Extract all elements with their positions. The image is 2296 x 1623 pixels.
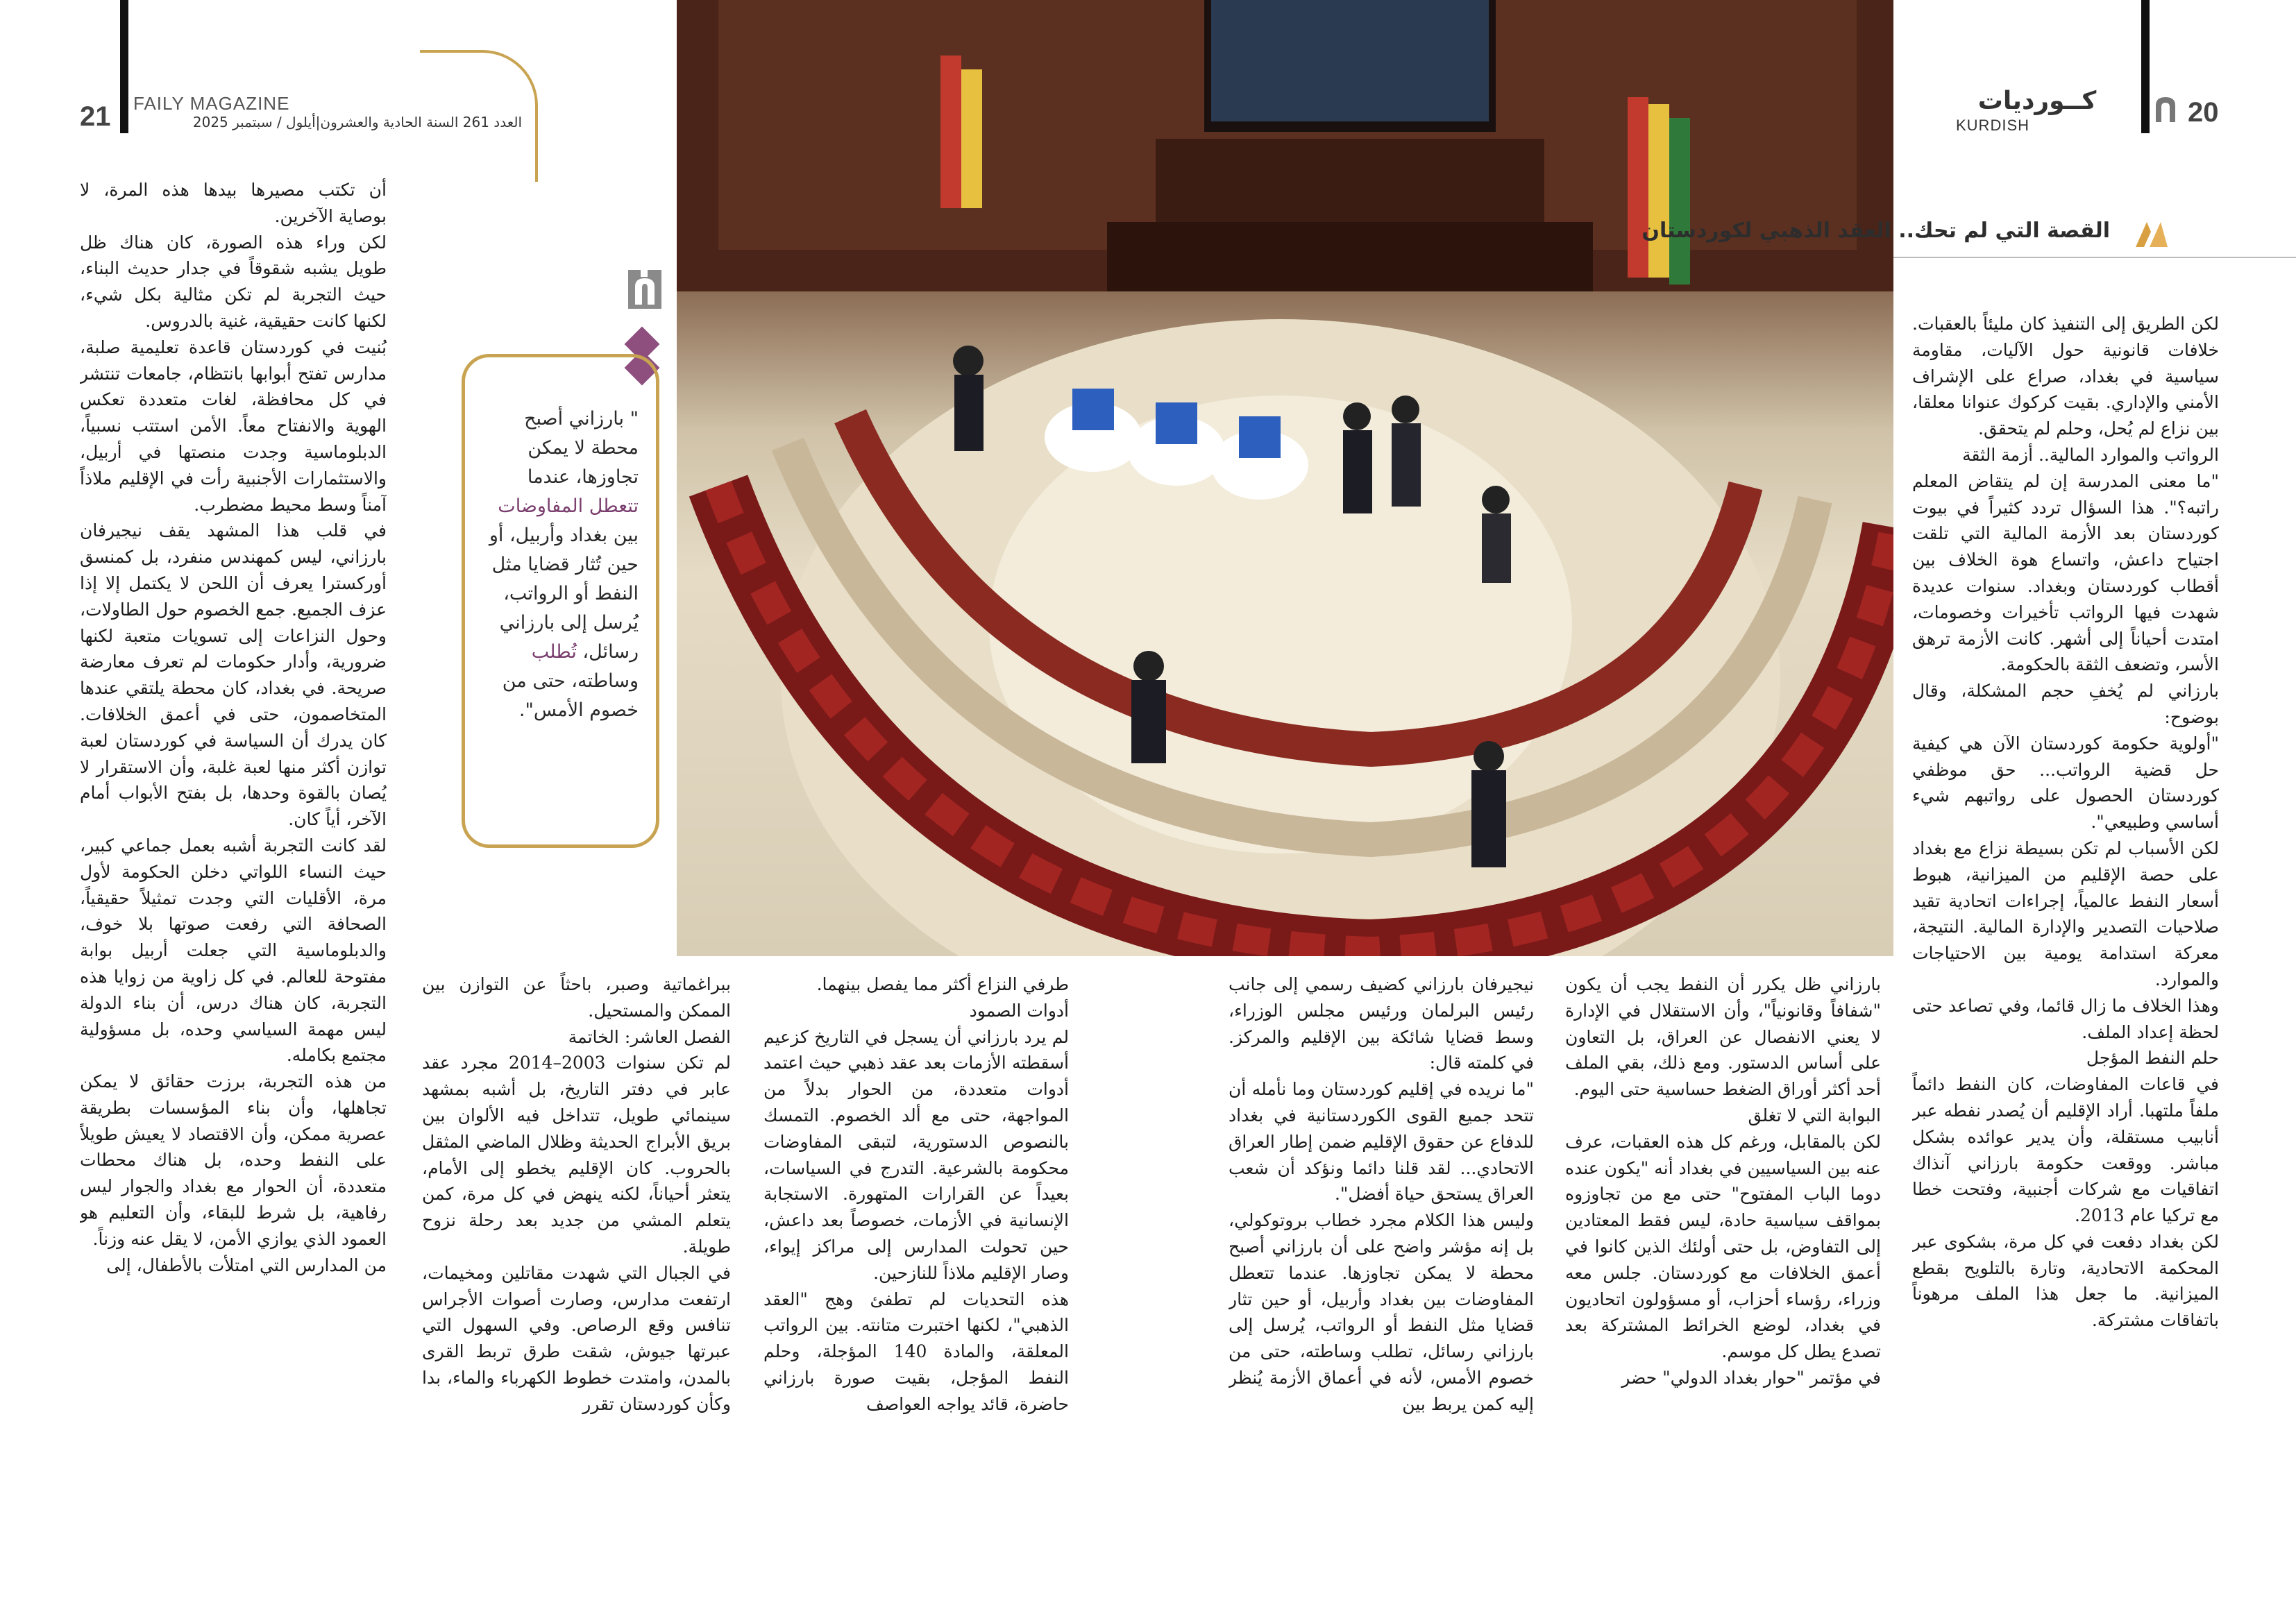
article-column-5: [422, 971, 731, 1513]
double-chevron-icon: [2134, 221, 2169, 248]
article-column-3: [1229, 971, 1534, 1513]
article-title: القصة التي لم تحك.. العقد الذهبي لكوردستان: [1641, 219, 2110, 243]
paragraph: لم تكن سنوات 2003–2014 مجرد عقد عابر في دفتر التاريخ، بل أشبه بمشهد سينمائي طويل، تتداخل فيه الألوان بين بريق الأبراج الحديثة وظلال الماضي المثقل بالحروب. كان الإقليم يخطو إلى الأمام، يتعثر أحياناً، لكنه ينهض في كل مرة، كمن يتعلم المشي من جديد بعد رحلة نزوح طويلة.: [422, 1053, 731, 1257]
paragraph: من هذه التجربة، برزت حقائق لا يمكن تجاهلها، وأن بناء المؤسسات بطريقة عصرية ممكن، وأن الاقتصاد لا يعيش طويلاً على النفط وحده، بل هناك محطات متعددة، أن الحوار مع بغداد والجوار ليس رفاهية، بل شرط للبقاء، وأن التعليم هو العمود الذي يوازي الأمن، لا يقل عنه وزناً.: [80, 1071, 387, 1249]
paragraph: ببراغماتية وصبر، باحثاً عن التوازن بين الممكن والمستحيل.: [422, 974, 731, 1021]
article-column-1: [1912, 311, 2219, 1504]
paragraph: لكن الأسباب لم تكن بسيطة نزاع مع بغداد على حصة الإقليم من الميزانية، هبوط أسعار النفط عالمياً، إجراءات اتحادية تقيد صلاحيات التصدير والإدارة المالية. النتيجة، معركة استدامة يومية بين الاحتياجات والموارد.: [1912, 838, 2219, 989]
subheading: أدوات الصمود: [969, 1000, 1069, 1021]
paragraph: هذه التحديات لم تطفئ وهج "العقد الذهبي"، لكنها اختبرت متانته. بين الرواتب المعلقة، والمادة 140 المؤجلة، وحلم النفط المؤجل، بقيت صورة بارزاني حاضرة، قائد يواجه العواصف: [763, 1289, 1069, 1414]
paragraph: بارزاني لم يُخفِ حجم المشكلة، وقال بوضوح:: [1912, 681, 2219, 727]
magazine-name: FAILY MAGAZINE: [133, 93, 290, 114]
subheading: الفصل العاشر: الخاتمة: [568, 1026, 731, 1047]
pull-quote: " بارزاني أصبح محطة لا يمكن تجاوزها، عندما تتعطل المفاوضات بين بغداد وأربيل، أو حين تُثار قضايا مثل النفط أو الرواتب، يُرسل إلى بارزاني رسائل، تُطلب وساطته، حتى من خصوم الأمس".: [489, 408, 639, 721]
subheading: حلم النفط المؤجل: [2086, 1048, 2219, 1069]
paragraph: في الجبال التي شهدت مقاتلين ومخيمات، ارتفعت مدارس، وصارت أصوات الأجراس تنافس وقع الرصاص. وفي السهول التي عبرتها جيوش، شقت طرق تربط القرى بالمدن، وامتدت خطوط الكهرباء والماء، بدا وكأن كوردستان تقرر: [422, 1262, 731, 1414]
left-page-number: 21: [80, 101, 111, 132]
paragraph: بُنيت في كوردستان قاعدة تعليمية صلبة، مدارس تفتح أبوابها بانتظام، جامعات تنتشر في كل محافظة، لغات متعددة تعكس الهوية والانفتاح معاً. الأمن استتب نسبياً، الدبلوماسية وجدت منصتها في أربيل، والاستثمارات الأجنبية رأت في الإقليم ملاذاً آمناً وسط محيط مضطرب.: [80, 337, 387, 515]
paragraph: "ما معنى المدرسة إن لم يتقاض المعلم راتبه؟". هذا السؤال تردد كثيراً في بيوت كوردستان بعد الأزمة المالية التي تلقت اجتياح داعش، واتساع هوة الخلاف بين أقطاب كوردستان وبغداد. سنوات عديدة شهدت فيها الرواتب تأخيرات وخصومات، امتدت أحياناً إلى أشهر. كانت الأزمة ترهق الأسر، وتضعف الثقة بالحكومة.: [1912, 470, 2219, 675]
subheading: البوابة التي لا تغلق: [1748, 1105, 1881, 1125]
paragraph: أن تكتب مصيرها بيدها هذه المرة، لا بوصاية الآخرين.: [80, 180, 387, 226]
paragraph: في قلب هذا المشهد يقف نيجيرفان بارزاني، ليس كمهندس منفرد، بل كمنسق أوركسترا يعرف أن اللحن لا يكتمل إلا إذا عزف الجميع. جمع الخصوم حول الطاولات، وحول النزاعات إلى تسويات متعبة لكنها ضرورية، وأدار حكومات لم تعرف معارضة صريحة. في بغداد، كان محطة يلتقي عندها المتخاصمون، حتى في أعمق الخلافات. كان يدرك أن السياسة في كوردستان لعبة توازن أكثر منها لعبة غلبة، وأن الاستقرار لا يُصان بالقوة وحدها، بل بفتح الأبواب أمام الآخر، أياً كان.: [80, 520, 387, 830]
title-rule: [1893, 257, 2296, 258]
article-column-2: [1565, 971, 1881, 1513]
header-decor-curve: [420, 50, 538, 182]
paragraph: وليس هذا الكلام مجرد خطاب بروتوكولي، بل إنه مؤشر واضح على أن بارزاني أصبح محطة لا يمكن تجاوزها. عندما تتعطل المفاوضات بين بغداد وأربيل، أو حين تثار قضايا مثل النفط أو الرواتب، يُرسل إلى بارزاني رسائل، تطلب وساطته، حتى من خصوم الأمس، لأنه في أعماق الأزمة يُنظر إليه كمن يربط بين: [1229, 1210, 1534, 1414]
quote: "أولوية حكومة كوردستان الآن هي كيفية حل قضية الرواتب... حق موظفي كوردستان الحصول على رواتبهم شيء أساسي وطبيعي".: [1912, 733, 2219, 833]
article-column-6: [80, 177, 387, 1513]
paragraph: لكن الطريق إلى التنفيذ كان مليئاً بالعقبات. خلافات قانونية حول الآليات، مقاومة سياسية في بغداد، صراع على الإشراف الأمني والإداري. بقيت كركوك عنوانا معلقا، بين نزاع لم يُحل، وحلم لم يتحقق.: [1912, 314, 2219, 439]
parliament-chamber-illustration: [677, 0, 1893, 956]
issue-info: العدد 261 السنة الحادية والعشرون|أيلول / سبتمبر 2025: [192, 114, 522, 130]
paragraph: في قاعات المفاوضات، كان النفط دائماً ملفاً ملتهبا. أراد الإقليم أن يُصدر نفطه عبر أنابيب مستقلة، وأن يدير عوائده بشكل مباشر. ووقعت حكومة بارزاني آنذاك اتفاقيات مع شركات أجنبية، وفتحت خطا مع تركيا عام 2013.: [1912, 1074, 2219, 1226]
paragraph: نيجيرفان بارزاني كضيف رسمي إلى جانب رئيس البرلمان ورئيس مجلس الوزراء، وسط قضايا شائكة بين الإقليم والمركز. في كلمته قال:: [1229, 974, 1534, 1073]
paragraph: من المدارس التي امتلأت بالأطفال، إلى: [106, 1255, 387, 1275]
article-column-4: [763, 971, 1069, 1513]
paragraph: لم يرد بارزاني أن يسجل في التاريخ كزعيم أسقطته الأزمات بعد عقد ذهبي حيث اعتمد أدوات متعددة، من الحوار بدلاً من المواجهة، حتى مع ألد الخصوم. التمسك بالنصوص الدستورية، لتبقى المفاوضات محكومة بالشرعية. التدرج في السياسات، بعيداً عن القرارات المتهورة. الاستجابة الإنسانية في الأزمات، خصوصاً بعد داعش، حين تحولت المدارس إلى مراكز إيواء، وصار الإقليم ملاذاً للنازحين.: [763, 1026, 1069, 1283]
paragraph: لقد كانت التجربة أشبه بعمل جماعي كبير، حيث النساء اللواتي دخلن الحكومة لأول مرة، الأقليات التي وجدت تمثيلاً حقيقياً، الصحافة التي رفعت صوتها بلا خوف، والدبلوماسية التي جعلت أربيل بوابة مفتوحة للعالم. في كل زاوية من زوايا هذه التجربة، كان هناك درس، أن بناء الدولة ليس مهمة السياسي وحده، بل مسؤولية مجتمع بكامله.: [80, 835, 387, 1066]
section-title-en: KURDISH: [1956, 117, 2030, 134]
paragraph: بارزاني ظل يكرر أن النفط يجب أن يكون "شفافاً وقانونياً"، وأن الاستقلال في الإدارة لا يعني الانفصال عن العراق، بل التعاون على أساس الدستور. ومع ذلك، بقي الملف أحد أكثر أوراق الضغط حساسية حتى اليوم.: [1565, 974, 1881, 1100]
left-header-bar: [120, 0, 128, 133]
paragraph: لكن بالمقابل، ورغم كل هذه العقبات، عرف عنه بين السياسيين في بغداد أنه "يكون عنده دوما الباب المفتوح" حتى مع من تجاوزوه بمواقف سياسية حادة، ليس فقط المعتادين إلى التفاوض، بل حتى أولئك الذين كانوا في أعمق الخلافات مع كوردستان. جلس معه وزراء، رؤساء أحزاب، أو مسؤولون اتحاديون في بغداد، لوضع الخرائط المشتركة بعد تصدع يطل كل موسم.: [1565, 1131, 1881, 1362]
paragraph: لكن بغداد دفعت في كل مرة، بشكوى عبر المحكمة الاتحادية، وتارة بالتلويح بقطع الميزانية. ما جعل هذا الملف مرهوناً باتفاقات مشتركة.: [1912, 1231, 2219, 1331]
paragraph: في مؤتمر "حوار بغداد الدولي" حضر: [1621, 1367, 1881, 1388]
paragraph: وهذا الخلاف ما زال قائما، وفي تصاعد حتى لحظة إعداد الملف.: [1912, 995, 2219, 1042]
paragraph: طرفي النزاع أكثر مما يفصل بينهما.: [816, 974, 1069, 994]
parliament-photo: [677, 0, 1893, 956]
quote: "ما نريده في إقليم كوردستان وما نأمله أن تتحد جميع القوى الكوردستانية في بغداد للدفاع عن حقوق الإقليم ضمن إطار العراق الاتحادي... لقد قلنا دائما ونؤكد أن شعب العراق يستحق حياة أفضل".: [1229, 1079, 1534, 1205]
faily-logo-small-icon: [2152, 90, 2179, 125]
right-header-bar: [2141, 0, 2150, 133]
faily-logo-icon: [628, 267, 661, 312]
paragraph: لكن وراء هذه الصورة، كان هناك ظل طويل يشبه شقوقاً في جدار حديث البناء، حيث التجربة لم تكن مثالية بكل شيء، لكنها كانت حقيقية، غنية بالدروس.: [80, 232, 387, 331]
subheading: الرواتب والموارد المالية.. أزمة الثقة: [1962, 444, 2219, 465]
section-title-ar: كــورديات: [1977, 87, 2097, 115]
right-page-number: 20: [2188, 97, 2219, 128]
